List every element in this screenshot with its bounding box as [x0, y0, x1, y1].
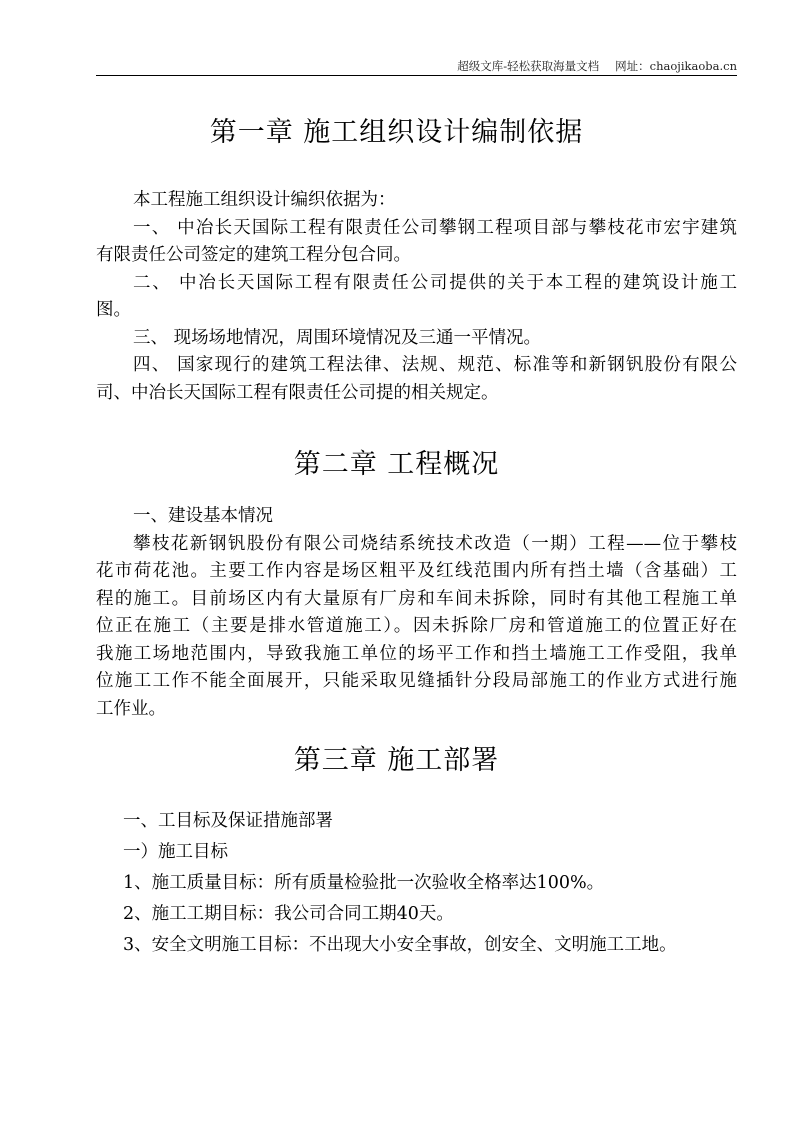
- chapter1-body: [96, 187, 737, 407]
- paragraph-line: 一）施工目标: [123, 842, 228, 862]
- paragraph-line: 四、 国家现行的建筑工程法律、法规、规范、标准等和新钢钒股份有限公: [133, 355, 737, 375]
- paragraph-line: 我施工场地范围内，导致我施工单位的场平工作和挡土墙施工工作受阻，我单: [96, 643, 737, 664]
- chapter3-body: [96, 806, 737, 961]
- paragraph-line: 二、 中冶长天国际工程有限责任公司提供的关于本工程的建筑设计施工: [133, 272, 737, 293]
- paragraph-line: 图。: [96, 300, 131, 320]
- paragraph-line: 1、施工质量目标：所有质量检验批一次验收全格率达100%。: [123, 873, 605, 893]
- paragraph-line: 一、 中冶长天国际工程有限责任公司攀钢工程项目部与攀枝花市宏宇建筑: [133, 217, 737, 238]
- paragraph-line: 3、安全文明施工目标：不出现大小安全事故，创安全、文明施工工地。: [123, 935, 677, 955]
- paragraph-line: 花市荷花池。主要工作内容是场区粗平及红线范围内所有挡土墙（含基础）工: [96, 561, 737, 581]
- header-site: 超级文库-轻松获取海量文档: [457, 59, 600, 73]
- chapter3-title: 第三章 施工部署: [293, 745, 500, 776]
- paragraph-line: 程的施工。目前场区内有大量原有厂房和车间未拆除，同时有其他工程施工单: [96, 588, 737, 609]
- paragraph-line: 三、 现场场地情况，周围环境情况及三通一平情况。: [133, 327, 542, 348]
- header-rule: [96, 75, 737, 76]
- paragraph-line: 一、建设基本情况: [133, 506, 273, 526]
- chapter1-title: 第一章 施工组织设计编制依据: [209, 117, 584, 148]
- paragraph-line: 司、中冶长天国际工程有限责任公司提的相关规定。: [96, 382, 499, 403]
- paragraph-line: 2、施工工期目标：我公司合同工期40天。: [123, 904, 454, 924]
- header-url: 网址：chaojikaoba.cn: [615, 59, 737, 73]
- page-header: [96, 58, 737, 74]
- chapter2-body: [96, 503, 737, 723]
- paragraph-line: 位正在施工（主要是排水管道施工）。因未拆除厂房和管道施工的位置正好在: [96, 616, 737, 636]
- paragraph-line: 工作业。: [96, 698, 166, 719]
- paragraph-line: 有限责任公司签定的建筑工程分包合同。: [96, 245, 411, 265]
- paragraph-line: 本工程施工组织设计编织依据为：: [133, 190, 396, 210]
- paragraph-line: 一、工目标及保证措施部署: [123, 811, 333, 831]
- paragraph-line: 攀枝花新钢钒股份有限公司烧结系统技术改造（一期）工程——位于攀枝: [133, 533, 737, 554]
- chapter2-title: 第二章 工程概况: [293, 449, 500, 480]
- paragraph-line: 位施工工作不能全面展开，只能采取见缝插针分段局部施工的作业方式进行施: [96, 671, 737, 691]
